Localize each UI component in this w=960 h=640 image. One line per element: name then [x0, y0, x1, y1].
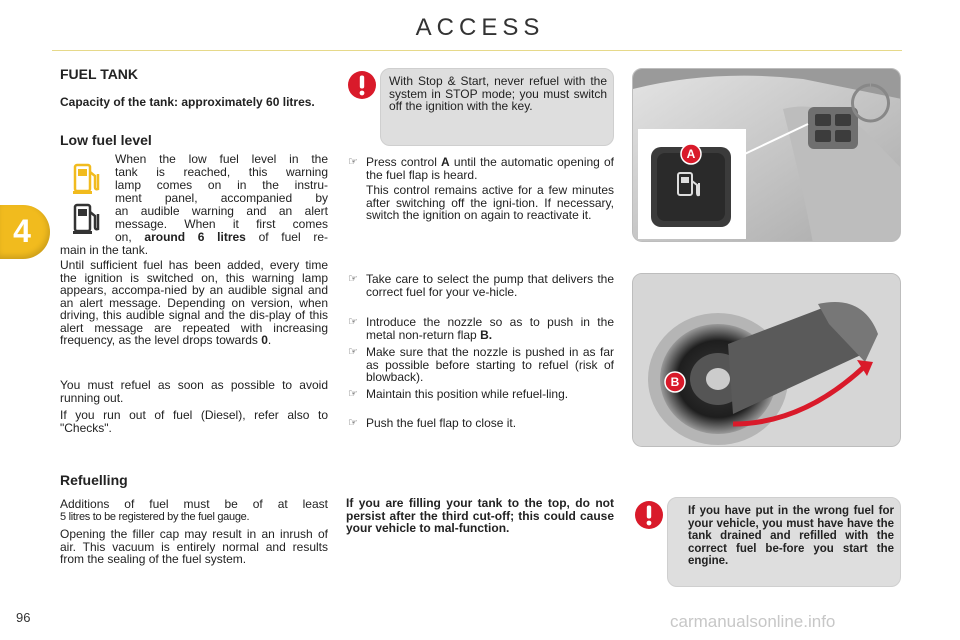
low-fuel-heading: Low fuel level [60, 132, 152, 148]
chapter-tab[interactable] [0, 205, 50, 259]
exclamation-icon [634, 500, 664, 530]
refuel-soon-paragraph: You must refuel as soon as possible to avoid running out. [60, 378, 328, 405]
stop-start-warning-box [380, 68, 614, 146]
step-text: Make sure that the nozzle is pushed in as far as possible before starting to refuel (risk of blowback). [366, 345, 614, 384]
watermark[interactable]: carmanualsonline.info [670, 612, 836, 631]
cutoff-note: If you are filling your tank to the top, do not persist after the third cut-off; this could cause your vehicle to mal-function. [346, 496, 614, 535]
wrong-fuel-warning-text: If you have put in the wrong fuel for your vehicle, you must have have the tank drained and refilled with the correct fuel be-fore you start the engine. [688, 505, 894, 567]
filler-neck-illustration [633, 274, 901, 447]
low-fuel-line: When the low fuel level in the [115, 152, 328, 166]
low-fuel-line: an audible warning and an alert [115, 204, 328, 218]
run-out-paragraph: If you run out of fuel (Diesel), refer also to "Checks". [60, 408, 328, 435]
refuelling-line: 5 litres to be registered by the fuel gauge. [60, 511, 250, 523]
step-text-part: Introduce the nozzle so as to push in the metal non-return flap [366, 315, 614, 342]
fuel-pump-icon [72, 200, 102, 236]
pointing-hand-icon: ☞ [348, 346, 358, 358]
pointing-hand-icon: ☞ [348, 316, 358, 328]
wrong-fuel-warning-box [667, 497, 901, 587]
header-rule [52, 50, 902, 51]
page-header-title: ACCESS [415, 14, 545, 41]
callout-a-label: A [686, 147, 696, 161]
pointing-hand-icon: ☞ [348, 388, 358, 400]
low-fuel-line: lamp comes on in the instru- [115, 178, 328, 192]
pointing-hand-icon: ☞ [348, 156, 358, 168]
paragraph-text: Until sufficient fuel has been added, every time the ignition is switched on, this warning lamp appears, accompa-nied by an audible signal and an alert message. Depending on version, when driving, this audible signal and the dis-play of this alert message are repeated with increasing frequency, as the level drops towards [60, 258, 328, 347]
step-text: Take care to select the pump that delivers the correct fuel for your ve-hicle. [366, 272, 614, 299]
fuel-filler-photo [632, 273, 901, 447]
pointing-hand-icon: ☞ [348, 273, 358, 285]
dashboard-illustration [633, 69, 901, 242]
fuel-flap-control-photo [632, 68, 901, 242]
step-label-a: A [441, 155, 450, 169]
step-label-b: B. [480, 327, 493, 342]
low-fuel-line: message. When it first comes [115, 217, 328, 231]
step-text: Maintain this position while refuel-ling. [366, 387, 569, 401]
low-fuel-text: of fuel re- [245, 230, 329, 244]
fuel-pump-icon [72, 160, 102, 196]
paragraph-text: . [267, 333, 272, 347]
low-fuel-text: on, [115, 230, 145, 244]
step-text [366, 316, 614, 341]
step-note: This control remains active for a few minutes after switching off the igni-tion. If necessary, switch the ignition on again to reactivate it. [366, 183, 614, 222]
filler-cap-paragraph: Opening the filler cap may result in an inrush of air. This vacuum is entirely normal and results from the sealing of the fuel system. [60, 527, 328, 566]
exclamation-icon [347, 70, 377, 100]
stop-start-warning-text: With Stop & Start, never refuel with the system in STOP mode; you must switch off the ignition with the key. [389, 74, 607, 113]
page-number: 96 [16, 610, 31, 625]
low-fuel-amount: around 6 litres [144, 230, 246, 244]
fuel-tank-heading: FUEL TANK [60, 66, 139, 82]
chapter-number: 4 [13, 213, 31, 249]
step-text [366, 156, 614, 181]
low-fuel-line: ment panel, accompanied by [115, 191, 328, 205]
step-text-part: until the automatic opening of the fuel flap is heard. [366, 155, 615, 182]
refuelling-line: Additions of fuel must be of at least [60, 497, 328, 511]
tank-capacity: Capacity of the tank: approximately 60 litres. [60, 95, 315, 109]
low-fuel-repeat-paragraph [60, 259, 328, 347]
step-text-part: Press control [366, 155, 442, 169]
callout-b-label: B [670, 375, 680, 389]
refuelling-heading: Refuelling [60, 472, 128, 488]
low-fuel-line: main in the tank. [60, 243, 149, 257]
step-text: Push the fuel flap to close it. [366, 416, 517, 430]
low-fuel-line [115, 231, 328, 244]
paragraph-text: 0 [261, 333, 268, 347]
low-fuel-line: tank is reached, this warning [115, 165, 328, 179]
pointing-hand-icon: ☞ [348, 417, 358, 429]
